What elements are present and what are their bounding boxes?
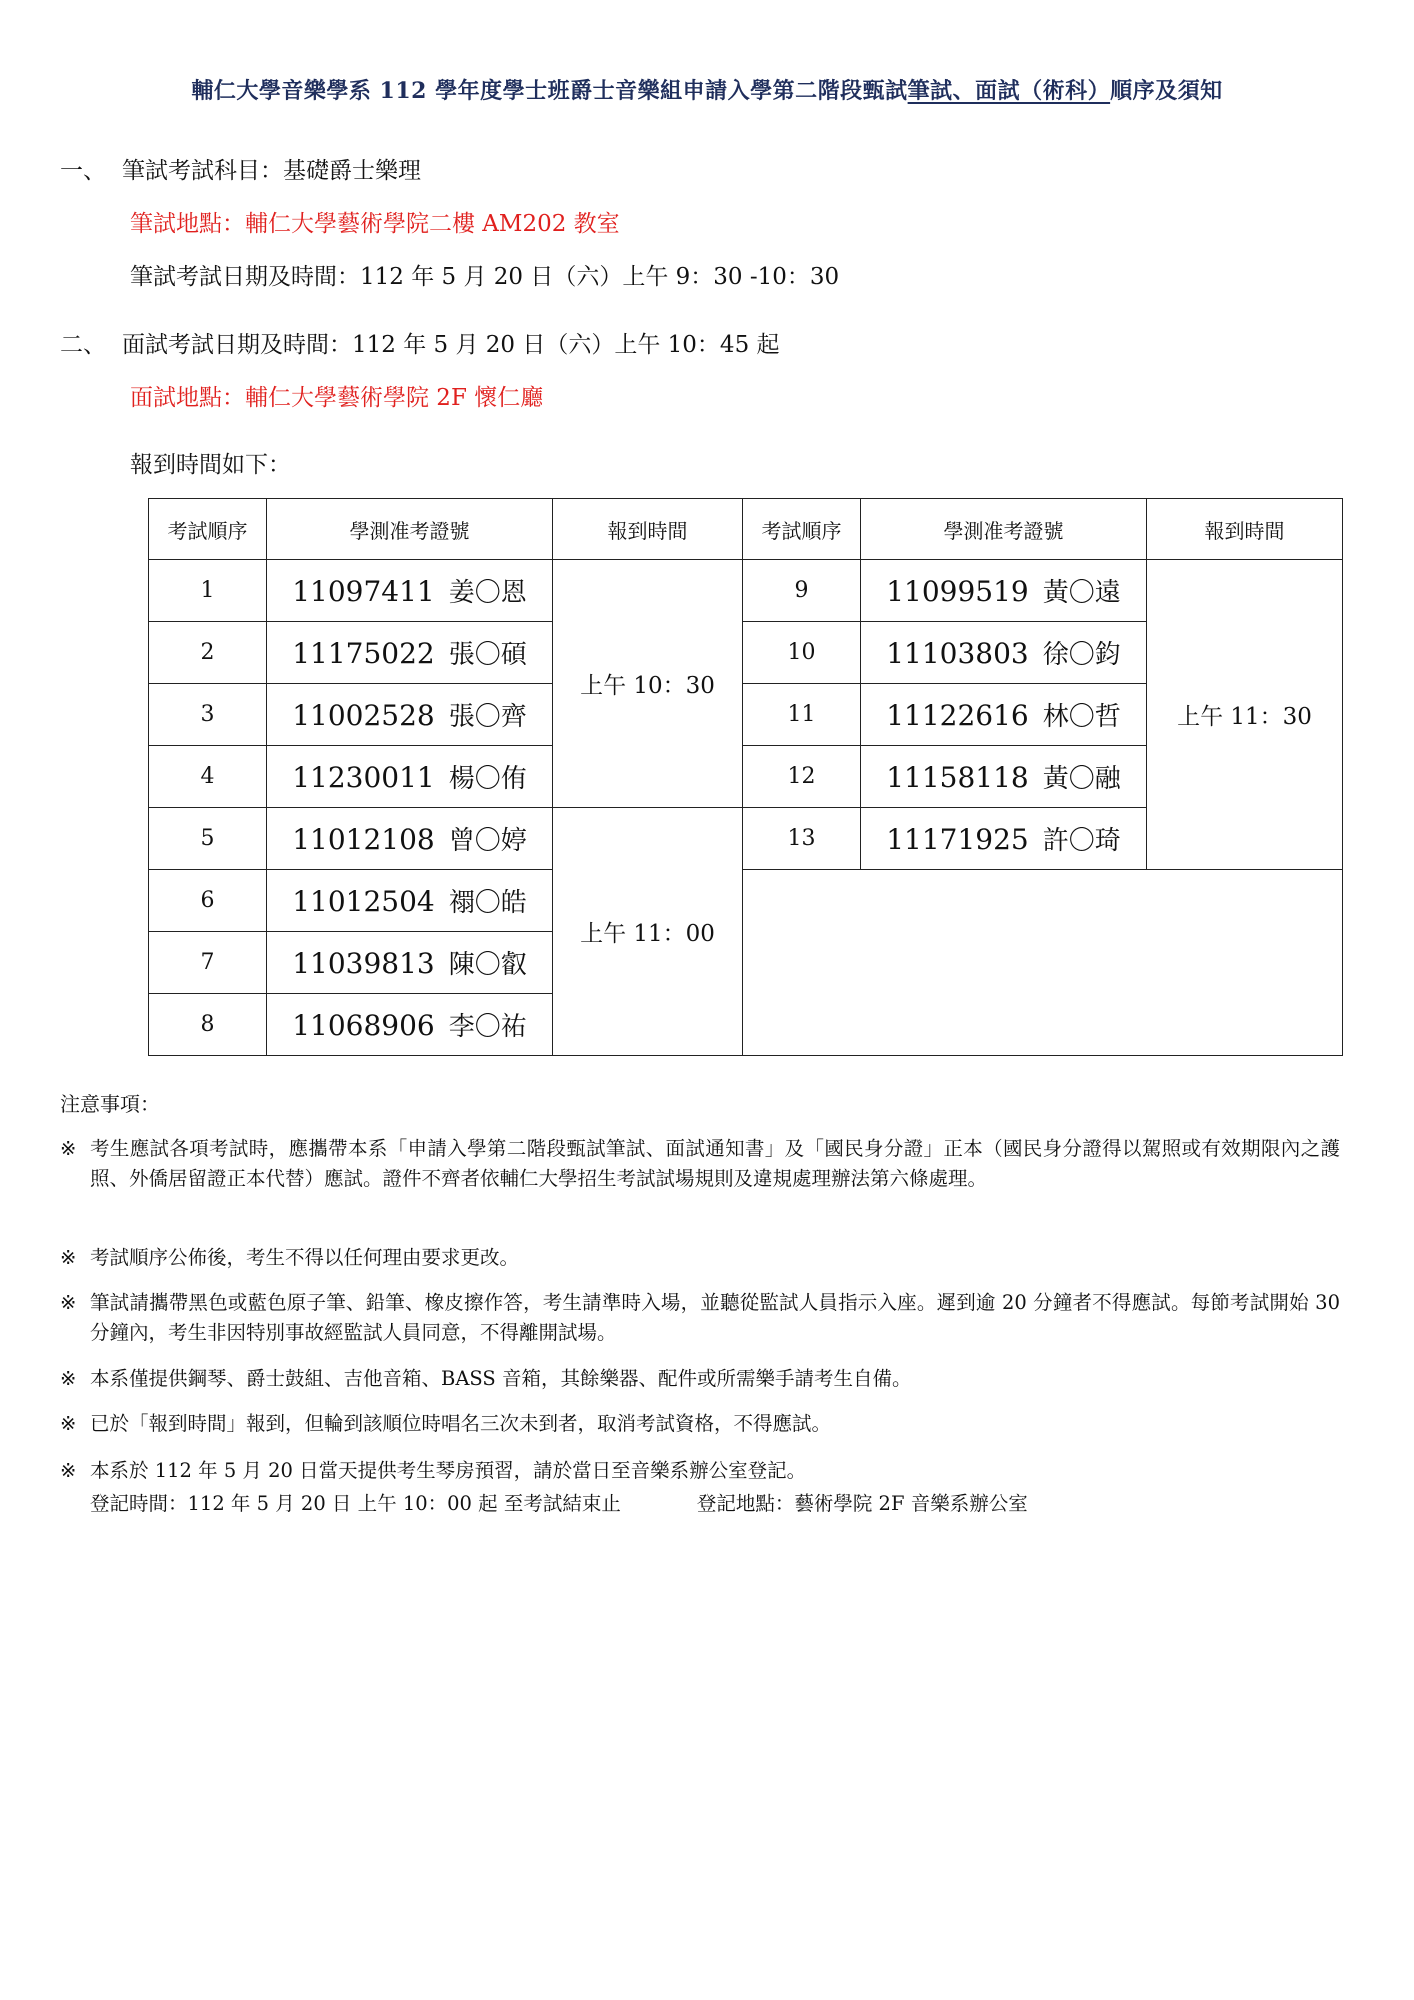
- note-item: [60, 1134, 1340, 1194]
- note-text: 考生應試各項考試時，應攜帶本系「申請入學第二階段甄試筆試、面試通知書」及「國民身分證」正本（國民身分證得以駕照或有效期限內之護照、外僑居留證正本代替）應試。證件不齊者依輔仁大學招生考試試場規則及違規處理辦法第六條處理。: [90, 1137, 1340, 1190]
- section-number-1: 一、: [60, 158, 106, 184]
- candidate-cell: [861, 622, 1147, 684]
- written-subject-line: [60, 152, 421, 185]
- order-cell: 9: [743, 560, 861, 622]
- note-item: [60, 1456, 1340, 1486]
- candidate-cell: [267, 870, 553, 932]
- header-time-right: 報到時間: [1147, 499, 1343, 560]
- note-text: 已於「報到時間」報到，但輪到該順位時唱名三次未到者，取消考試資格，不得應試。: [90, 1412, 832, 1435]
- title-underlined: 筆試、面試（術科）: [907, 78, 1111, 104]
- candidate-id: 11171925: [886, 823, 1029, 856]
- note-text: 本系僅提供鋼琴、爵士鼓組、吉他音箱、BASS 音箱，其餘樂器、配件或所需樂手請考生自備。: [90, 1367, 912, 1390]
- order-cell: 6: [149, 870, 267, 932]
- title-suffix: 順序及須知: [1110, 78, 1223, 104]
- header-id-right: 學測准考證號: [861, 499, 1147, 560]
- candidate-name: 林〇哲: [1042, 702, 1121, 732]
- note-item: [60, 1409, 1340, 1439]
- report-time-cell: 上午 11：00: [553, 808, 743, 1056]
- candidate-cell: [267, 746, 553, 808]
- order-cell: 11: [743, 684, 861, 746]
- notes-title: 注意事項：: [60, 1092, 160, 1116]
- candidate-cell: [861, 560, 1147, 622]
- header-order: 考試順序: [149, 499, 267, 560]
- candidate-id: 11097411: [292, 575, 435, 608]
- title-main: 輔仁大學音樂學系 112 學年度學士班爵士音樂組申請入學第二階段甄試: [191, 78, 908, 104]
- candidate-name: 曾〇婷: [448, 826, 527, 856]
- order-cell: 4: [149, 746, 267, 808]
- report-time-cell: 上午 11：30: [1147, 560, 1343, 870]
- section-number-2: 二、: [60, 332, 106, 358]
- written-location: 筆試地點：輔仁大學藝術學院二樓 AM202 教室: [130, 211, 620, 237]
- candidate-cell: [267, 994, 553, 1056]
- candidate-cell: [861, 684, 1147, 746]
- note-marker: ※: [60, 1137, 77, 1160]
- order-cell: 13: [743, 808, 861, 870]
- table-header-row: [149, 499, 1343, 560]
- note-marker: ※: [60, 1367, 77, 1390]
- order-cell: 10: [743, 622, 861, 684]
- note-item: [60, 1364, 1340, 1394]
- note-item: [60, 1243, 1340, 1273]
- candidate-cell: [267, 684, 553, 746]
- candidate-id: 11012504: [292, 885, 435, 918]
- note-marker: ※: [60, 1459, 77, 1482]
- candidate-cell: [861, 808, 1147, 870]
- candidate-id: 11099519: [886, 575, 1029, 608]
- header-time: 報到時間: [553, 499, 743, 560]
- candidate-id: 11002528: [292, 699, 435, 732]
- order-cell: 7: [149, 932, 267, 994]
- document-title: [40, 74, 1374, 105]
- order-cell: 3: [149, 684, 267, 746]
- note-text: 筆試請攜帶黑色或藍色原子筆、鉛筆、橡皮擦作答，考生請準時入場，並聽從監試人員指示入座。遲到逾 20 分鐘者不得應試。每節考試開始 30 分鐘內，考生非因特別事故經監試人員同意，不得離開試場。: [90, 1291, 1340, 1344]
- candidate-cell: [861, 746, 1147, 808]
- candidate-cell: [267, 808, 553, 870]
- candidate-name: 黃〇融: [1042, 764, 1121, 794]
- candidate-id: 11230011: [292, 761, 435, 794]
- candidate-id: 11158118: [886, 761, 1029, 794]
- candidate-id: 11122616: [886, 699, 1029, 732]
- candidate-name: 禤〇皓: [448, 888, 527, 918]
- candidate-id: 11068906: [292, 1009, 435, 1042]
- written-datetime: 筆試考試日期及時間：112 年 5 月 20 日（六）上午 9：30 -10：30: [130, 264, 840, 290]
- header-id: 學測准考證號: [267, 499, 553, 560]
- header-order-right: 考試順序: [743, 499, 861, 560]
- candidate-id: 11039813: [292, 947, 435, 980]
- order-cell: 8: [149, 994, 267, 1056]
- report-intro: 報到時間如下：: [130, 452, 291, 478]
- note-item: [60, 1288, 1340, 1348]
- candidate-name: 張〇齊: [448, 702, 527, 732]
- candidate-name: 姜〇恩: [448, 578, 527, 608]
- candidate-name: 黃〇遠: [1042, 578, 1121, 608]
- registration-line: [90, 1488, 1028, 1516]
- note-text: 考試順序公佈後，考生不得以任何理由要求更改。: [90, 1246, 520, 1269]
- written-subject: 筆試考試科目：基礎爵士樂理: [122, 158, 421, 184]
- interview-location: 面試地點：輔仁大學藝術學院 2F 懷仁廳: [130, 385, 544, 411]
- interview-datetime: 面試考試日期及時間：112 年 5 月 20 日（六）上午 10：45 起: [122, 332, 780, 358]
- candidate-name: 張〇碩: [448, 640, 527, 670]
- candidate-name: 陳〇叡: [448, 950, 527, 980]
- registration-place: 登記地點：藝術學院 2F 音樂系辦公室: [696, 1492, 1028, 1515]
- empty-area: [743, 870, 1343, 1056]
- order-cell: 2: [149, 622, 267, 684]
- candidate-name: 李〇祐: [448, 1012, 527, 1042]
- table-row: [149, 870, 1343, 932]
- note-marker: ※: [60, 1291, 77, 1314]
- order-cell: 5: [149, 808, 267, 870]
- table-row: [149, 560, 1343, 622]
- schedule-table: [148, 498, 1343, 1056]
- candidate-cell: [267, 560, 553, 622]
- candidate-name: 楊〇侑: [448, 764, 527, 794]
- interview-datetime-line: [60, 326, 780, 359]
- note-text: 本系於 112 年 5 月 20 日當天提供考生琴房預習，請於當日至音樂系辦公室登記。: [90, 1459, 807, 1482]
- candidate-name: 許〇琦: [1042, 826, 1121, 856]
- order-cell: 12: [743, 746, 861, 808]
- candidate-cell: [267, 932, 553, 994]
- registration-time: 登記時間：112 年 5 月 20 日 上午 10：00 起 至考試結束止: [90, 1492, 621, 1515]
- order-cell: 1: [149, 560, 267, 622]
- report-time-cell: 上午 10：30: [553, 560, 743, 808]
- candidate-id: 11175022: [292, 637, 435, 670]
- candidate-id: 11012108: [292, 823, 435, 856]
- candidate-cell: [267, 622, 553, 684]
- candidate-name: 徐〇鈞: [1042, 640, 1121, 670]
- candidate-id: 11103803: [886, 637, 1029, 670]
- note-marker: ※: [60, 1246, 77, 1269]
- note-marker: ※: [60, 1412, 77, 1435]
